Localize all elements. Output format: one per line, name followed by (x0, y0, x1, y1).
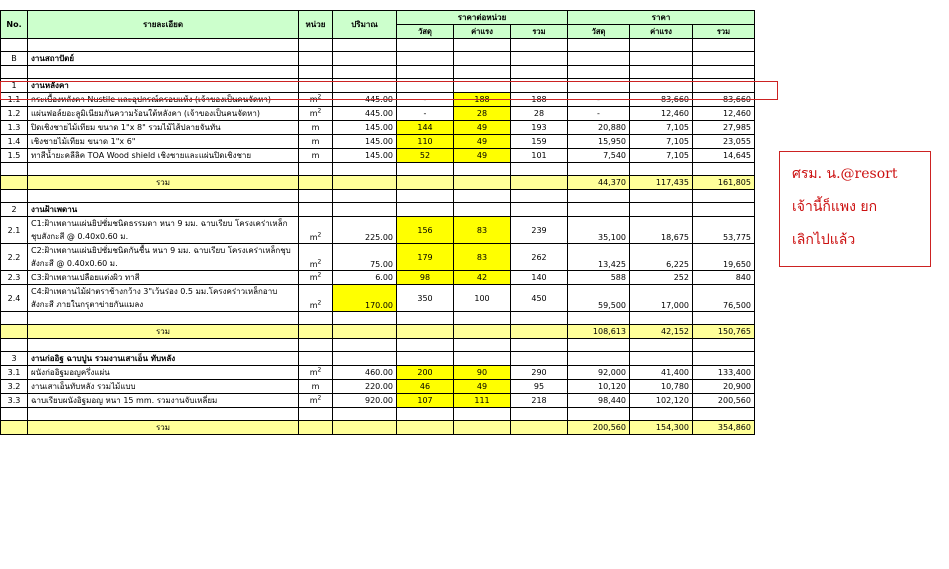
empty-cell (511, 421, 568, 435)
unit-text: m (309, 109, 318, 118)
item-unit (299, 366, 333, 380)
total-material: 108,613 (568, 325, 630, 339)
empty-cell (299, 176, 333, 190)
empty-cell (568, 352, 630, 366)
unit-text: m (309, 301, 318, 310)
unit-text: m (311, 123, 320, 132)
item-price-labor: 41,400 (630, 366, 693, 380)
item-description: ทาสีน้ำยะคลีลิค TOA Wood shield เชิงชายและแผ่นปิดเชิงชาย (28, 149, 299, 163)
item-description: C3:ฝ้าเพดานเปลือยแต่งผิว ทาสี (28, 271, 299, 285)
item-unit-material: 350 (397, 285, 454, 312)
item-unit (299, 244, 333, 271)
spacer-row (1, 163, 755, 176)
item-unit-labor: 49 (454, 380, 511, 394)
empty-cell (299, 352, 333, 366)
item-qty: 225.00 (333, 217, 397, 244)
item-unit-total: 95 (511, 380, 568, 394)
unit-superscript: 2 (317, 299, 322, 307)
empty-cell (511, 325, 568, 339)
empty-cell (454, 79, 511, 93)
empty-cell (630, 79, 693, 93)
item-price-labor: 10,780 (630, 380, 693, 394)
section-title: งานก่ออิฐ ฉาบปูน รวมงานเสาเอ็น ทับหลัง (28, 352, 299, 366)
section-total-row (1, 325, 755, 339)
item-price-material: 13,425 (568, 244, 630, 271)
item-price-total: 133,400 (693, 366, 755, 380)
empty-cell (511, 352, 568, 366)
item-price-material: - (568, 107, 630, 121)
empty-cell (397, 176, 454, 190)
item-description: แผ่นฟอล์ยอะลูมิเนียมกันความร้อนใต้หลังคา (เจ้าของเป็นคนจัดหา) (28, 107, 299, 121)
table-row (1, 121, 755, 135)
item-price-total: 23,055 (693, 135, 755, 149)
item-unit-total: 28 (511, 107, 568, 121)
header-price: ราคา (568, 11, 755, 25)
item-unit (299, 285, 333, 312)
unit-text: m (311, 137, 320, 146)
item-unit-material: 179 (397, 244, 454, 271)
unit-superscript: 2 (317, 258, 322, 266)
table-row (1, 271, 755, 285)
total-label: รวม (28, 176, 299, 190)
total-label: รวม (28, 421, 299, 435)
spacer-row (1, 312, 755, 325)
item-unit-labor: 83 (454, 217, 511, 244)
empty-cell (299, 79, 333, 93)
header-unit-material: วัสดุ (397, 25, 454, 39)
item-unit-material: 107 (397, 394, 454, 408)
item-price-labor: 83,660 (630, 93, 693, 107)
item-unit-material: 98 (397, 271, 454, 285)
total-labor: 154,300 (630, 421, 693, 435)
item-qty: 75.00 (333, 244, 397, 271)
header-price-material: วัสดุ (568, 25, 630, 39)
section-b-row (1, 52, 755, 66)
item-price-material: - (568, 93, 630, 107)
item-no: 2.2 (1, 244, 28, 271)
item-qty: 220.00 (333, 380, 397, 394)
item-price-labor: 12,460 (630, 107, 693, 121)
item-no: 1.4 (1, 135, 28, 149)
unit-text: m (309, 95, 318, 104)
item-price-total: 840 (693, 271, 755, 285)
empty-cell (511, 79, 568, 93)
empty-cell (454, 325, 511, 339)
section-no: 1 (1, 79, 28, 93)
empty-cell (397, 79, 454, 93)
table-row (1, 285, 755, 312)
spacer-row (1, 39, 755, 52)
item-price-labor: 252 (630, 271, 693, 285)
table-row (1, 394, 755, 408)
header-row-1 (1, 11, 755, 25)
item-unit-labor: 100 (454, 285, 511, 312)
section-title: งานฝ้าเพดาน (28, 203, 299, 217)
empty-cell (454, 176, 511, 190)
header-no: No. (1, 11, 28, 39)
item-price-labor: 17,000 (630, 285, 693, 312)
empty-cell (397, 325, 454, 339)
empty-cell (1, 325, 28, 339)
empty-cell (299, 203, 333, 217)
item-unit-labor: 28 (454, 107, 511, 121)
empty-cell (568, 79, 630, 93)
note-line-1: ศรม. น.@resort (792, 166, 898, 182)
header-description: รายละเอียด (28, 11, 299, 39)
item-price-material: 15,950 (568, 135, 630, 149)
item-qty: 170.00 (333, 285, 397, 312)
total-label: รวม (28, 325, 299, 339)
item-price-total: 12,460 (693, 107, 755, 121)
header-unit-price: ราคาต่อหน่วย (397, 11, 568, 25)
item-qty: 6.00 (333, 271, 397, 285)
item-price-material: 98,440 (568, 394, 630, 408)
item-description: C4:ฝ้าเพดานไม้ฝาตราช้างกว้าง 3"เว้นร่อง 0.5 มม.โครงคร่าวเหล็กอาบสังกะสี ภายในกรุตาข่ายกันแมลง (28, 285, 299, 312)
table-row (1, 107, 755, 121)
total-material: 200,560 (568, 421, 630, 435)
item-qty: 145.00 (333, 121, 397, 135)
item-unit-labor: 83 (454, 244, 511, 271)
item-qty: 145.00 (333, 149, 397, 163)
item-unit-material: 200 (397, 366, 454, 380)
item-unit (299, 271, 333, 285)
item-price-material: 35,100 (568, 217, 630, 244)
empty-cell (511, 203, 568, 217)
item-no: 1.1 (1, 93, 28, 107)
item-description: C1:ฝ้าเพดานแผ่นยิปซั่มชนิดธรรมดา หนา 9 มม. ฉาบเรียบ โครงเคร่าเหล็กชุบสังกะสี @ 0.40x0.60 ม. (28, 217, 299, 244)
empty-cell (454, 203, 511, 217)
item-unit-labor: 42 (454, 271, 511, 285)
item-unit-total: 159 (511, 135, 568, 149)
item-price-total: 20,900 (693, 380, 755, 394)
item-price-total: 53,775 (693, 217, 755, 244)
item-price-labor: 7,105 (630, 149, 693, 163)
item-unit-material: 144 (397, 121, 454, 135)
item-description: เชิงชายไม้เทียม ขนาด 1"x 6" (28, 135, 299, 149)
empty-cell (397, 421, 454, 435)
item-no: 1.3 (1, 121, 28, 135)
empty-cell (333, 79, 397, 93)
spacer-row (1, 66, 755, 79)
empty-cell (333, 203, 397, 217)
item-unit (299, 121, 333, 135)
item-unit-material: - (397, 93, 454, 107)
item-price-material: 92,000 (568, 366, 630, 380)
boq-table (0, 10, 755, 435)
item-unit-total: 140 (511, 271, 568, 285)
table-row (1, 135, 755, 149)
unit-superscript: 2 (317, 394, 322, 402)
item-price-material: 59,500 (568, 285, 630, 312)
section-title-row (1, 352, 755, 366)
unit-text: m (309, 233, 318, 242)
empty-cell (299, 421, 333, 435)
item-unit-total: 262 (511, 244, 568, 271)
unit-text: m (309, 260, 318, 269)
item-unit (299, 107, 333, 121)
table-row (1, 244, 755, 271)
table-row (1, 217, 755, 244)
empty-cell (693, 79, 755, 93)
item-unit-total: 188 (511, 93, 568, 107)
item-description: ผนังก่ออิฐมอญครึ่งแผ่น (28, 366, 299, 380)
item-unit-total: 290 (511, 366, 568, 380)
unit-text: m (311, 382, 320, 391)
unit-superscript: 2 (317, 271, 322, 279)
table-row (1, 366, 755, 380)
section-title-row (1, 203, 755, 217)
header-unit-labor: ค่าแรง (454, 25, 511, 39)
empty-cell (397, 203, 454, 217)
item-price-labor: 102,120 (630, 394, 693, 408)
item-description: C2:ฝ้าเพดานแผ่นยิปซั่มชนิดกันชื้น หนา 9 มม. ฉาบเรียบ โครงเคร่าเหล็กชุบสังกะสี @ 0.40x0.60 ม. (28, 244, 299, 271)
item-price-total: 14,645 (693, 149, 755, 163)
empty-cell (568, 203, 630, 217)
item-unit-material: 156 (397, 217, 454, 244)
item-no: 1.5 (1, 149, 28, 163)
item-price-total: 83,660 (693, 93, 755, 107)
item-no: 3.1 (1, 366, 28, 380)
annotation-note (779, 151, 931, 267)
empty-cell (1, 421, 28, 435)
item-price-labor: 7,105 (630, 135, 693, 149)
item-no: 2.1 (1, 217, 28, 244)
item-unit-material: 46 (397, 380, 454, 394)
item-price-labor: 7,105 (630, 121, 693, 135)
note-line-3: เลิกไปแล้ว (792, 232, 856, 248)
item-qty: 145.00 (333, 135, 397, 149)
header-price-labor: ค่าแรง (630, 25, 693, 39)
empty-cell (693, 352, 755, 366)
empty-cell (397, 352, 454, 366)
item-qty: 445.00 (333, 93, 397, 107)
empty-cell (454, 421, 511, 435)
section-total-row (1, 176, 755, 190)
item-unit-total: 193 (511, 121, 568, 135)
total-sum: 354,860 (693, 421, 755, 435)
item-description: กระเบื้องหลังคา Nustile และอุปกรณ์ครอบแห้ง (เจ้าของเป็นคนจัดหา) (28, 93, 299, 107)
unit-superscript: 2 (317, 93, 322, 101)
item-no: 3.2 (1, 380, 28, 394)
section-b-title: งานสถาปัตย์ (28, 52, 299, 66)
item-description: ฉาบเรียบผนังอิฐมอญ หนา 15 mm. รวมงานจับเหลี่ยม (28, 394, 299, 408)
empty-cell (299, 325, 333, 339)
section-total-row (1, 421, 755, 435)
empty-cell (333, 352, 397, 366)
empty-cell (333, 325, 397, 339)
item-no: 3.3 (1, 394, 28, 408)
note-line-2: เจ้านี้ก็แพง ยก (792, 199, 878, 215)
item-unit (299, 394, 333, 408)
item-unit-total: 218 (511, 394, 568, 408)
header-unit: หน่วย (299, 11, 333, 39)
total-labor: 42,152 (630, 325, 693, 339)
item-unit-material: 110 (397, 135, 454, 149)
item-description: ปิดเชิงชายไม้เทียม ขนาด 1"x 8" รวมไม้ไส้ปลายจันทัน (28, 121, 299, 135)
section-title: งานหลังคา (28, 79, 299, 93)
item-no: 1.2 (1, 107, 28, 121)
total-sum: 161,805 (693, 176, 755, 190)
item-price-material: 7,540 (568, 149, 630, 163)
unit-text: m (309, 396, 318, 405)
total-labor: 117,435 (630, 176, 693, 190)
item-unit (299, 93, 333, 107)
item-price-labor: 18,675 (630, 217, 693, 244)
item-unit-labor: 90 (454, 366, 511, 380)
spacer-row (1, 408, 755, 421)
item-unit-total: 239 (511, 217, 568, 244)
header-qty: ปริมาณ (333, 11, 397, 39)
unit-superscript: 2 (317, 231, 322, 239)
item-unit-labor: 111 (454, 394, 511, 408)
empty-cell (511, 176, 568, 190)
header-price-total: รวม (693, 25, 755, 39)
empty-cell (693, 203, 755, 217)
item-unit-labor: 49 (454, 149, 511, 163)
spacer-row (1, 190, 755, 203)
item-price-total: 200,560 (693, 394, 755, 408)
item-unit-labor: 49 (454, 135, 511, 149)
spacer-row (1, 339, 755, 352)
item-price-material: 10,120 (568, 380, 630, 394)
section-no: 3 (1, 352, 28, 366)
item-unit-labor: 188 (454, 93, 511, 107)
empty-cell (333, 176, 397, 190)
item-price-material: 20,880 (568, 121, 630, 135)
empty-cell (333, 421, 397, 435)
empty-cell (1, 176, 28, 190)
unit-text: m (309, 368, 318, 377)
header-unit-total: รวม (511, 25, 568, 39)
section-no: 2 (1, 203, 28, 217)
item-unit (299, 217, 333, 244)
item-unit-labor: 49 (454, 121, 511, 135)
item-unit (299, 380, 333, 394)
item-price-total: 76,500 (693, 285, 755, 312)
item-qty: 460.00 (333, 366, 397, 380)
table-row (1, 149, 755, 163)
total-sum: 150,765 (693, 325, 755, 339)
empty-cell (630, 352, 693, 366)
empty-cell (454, 352, 511, 366)
unit-text: m (311, 151, 320, 160)
item-unit (299, 149, 333, 163)
item-description: งานเสาเอ็นทับหลัง รวมไม้แบบ (28, 380, 299, 394)
unit-text: m (309, 273, 318, 282)
section-title-row (1, 79, 755, 93)
empty-cell (630, 203, 693, 217)
item-unit-total: 101 (511, 149, 568, 163)
item-qty: 920.00 (333, 394, 397, 408)
item-price-labor: 6,225 (630, 244, 693, 271)
item-price-total: 19,650 (693, 244, 755, 271)
item-price-total: 27,985 (693, 121, 755, 135)
item-no: 2.3 (1, 271, 28, 285)
item-price-material: 588 (568, 271, 630, 285)
item-unit-total: 450 (511, 285, 568, 312)
total-material: 44,370 (568, 176, 630, 190)
item-no: 2.4 (1, 285, 28, 312)
section-b-no: B (1, 52, 28, 66)
item-unit (299, 135, 333, 149)
unit-superscript: 2 (317, 366, 322, 374)
unit-superscript: 2 (317, 107, 322, 115)
item-qty: 445.00 (333, 107, 397, 121)
item-unit-material: 52 (397, 149, 454, 163)
item-unit-material: - (397, 107, 454, 121)
table-row (1, 93, 755, 107)
table-row (1, 380, 755, 394)
